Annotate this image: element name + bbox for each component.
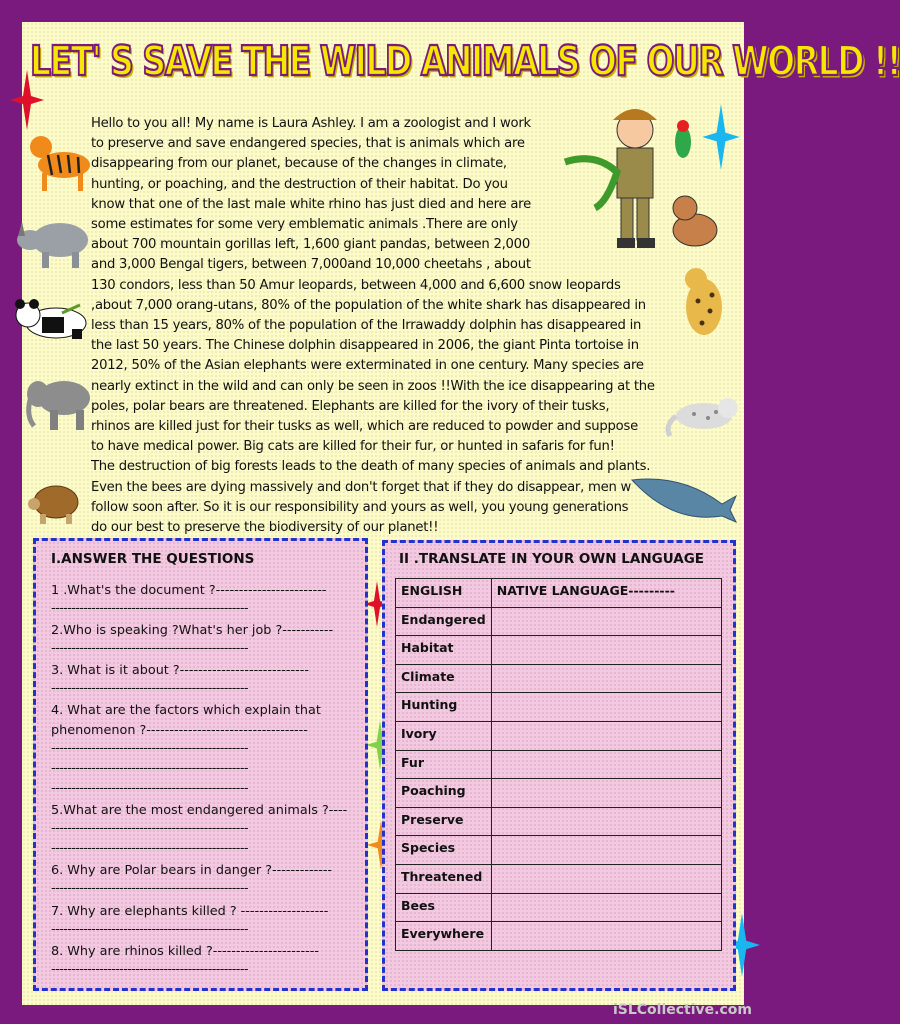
intro-line: to preserve and save endangered species, that is animals which are	[91, 136, 525, 152]
native-translation-cell[interactable]	[491, 664, 721, 693]
page-title: LET' S SAVE THE WILD ANIMALS OF OUR WORLD !!	[30, 36, 900, 85]
native-translation-cell[interactable]	[491, 721, 721, 750]
column-native-header: NATIVE LANGUAGE---------	[491, 579, 721, 608]
table-row	[396, 693, 722, 722]
table-row	[396, 922, 722, 951]
elephant-picture	[24, 372, 94, 434]
answer-line[interactable]: -------------------------------------------------	[51, 641, 248, 656]
red-star-icon	[10, 70, 44, 130]
answer-line[interactable]: -------------------------------------------------	[51, 781, 248, 796]
answer-line[interactable]: -------------------------------------------------	[51, 962, 248, 977]
intro-line: poles, polar bears are threatened. Elephants are killed for the ivory of their tusks,	[91, 398, 610, 414]
intro-line: nearly extinct in the wild and can only be seen in zoos !!With the ice disappearing at the	[91, 378, 655, 394]
question-7: 7. Why are elephants killed ? -------------------	[51, 904, 329, 919]
question-2: 2.Who is speaking ?What's her job ?-----------	[51, 623, 334, 638]
native-translation-cell[interactable]	[491, 607, 721, 636]
native-translation-cell[interactable]	[491, 893, 721, 922]
intro-line: Even the bees are dying massively and don't forget that if they do disappear, men w	[91, 479, 632, 495]
english-word: Species	[396, 836, 492, 865]
english-word: Climate	[396, 664, 492, 693]
question-4: 4. What are the factors which explain that	[51, 703, 321, 718]
intro-line: The destruction of big forests leads to the death of many species of animals and plants.	[91, 459, 651, 475]
table-row	[396, 864, 722, 893]
native-translation-cell[interactable]	[491, 836, 721, 865]
english-word: Endangered	[396, 607, 492, 636]
intro-paragraph	[91, 114, 683, 538]
intro-line: hunting, or poaching, and the destruction of their habitat. Do you	[91, 176, 508, 192]
english-word: Poaching	[396, 779, 492, 808]
answer-line[interactable]: -------------------------------------------------	[51, 761, 248, 776]
english-word: Preserve	[396, 807, 492, 836]
answer-line[interactable]: -------------------------------------------------	[51, 841, 248, 856]
intro-line: the last 50 years. The Chinese dolphin disappeared in 2006, the giant Pinta tortoise in	[91, 338, 639, 354]
translation-table	[395, 578, 722, 951]
native-translation-cell[interactable]	[491, 922, 721, 951]
translation-box	[382, 540, 736, 991]
native-translation-cell[interactable]	[491, 693, 721, 722]
native-translation-cell[interactable]	[491, 636, 721, 665]
rhino-picture	[14, 210, 94, 272]
table-row	[396, 779, 722, 808]
table-row	[396, 721, 722, 750]
intro-line: some estimates for some very emblematic animals .There are only	[91, 217, 518, 233]
answer-line[interactable]: -------------------------------------------------	[51, 821, 248, 836]
native-translation-cell[interactable]	[491, 807, 721, 836]
answer-line[interactable]: -------------------------------------------------	[51, 881, 248, 896]
english-word: Bees	[396, 893, 492, 922]
table-header-row	[396, 579, 722, 608]
intro-line: and 3,000 Bengal tigers, between 7,000and 10,000 cheetahs , about	[91, 257, 531, 273]
intro-line: Hello to you all! My name is Laura Ashley. I am a zoologist and I work	[91, 116, 531, 131]
intro-line: know that one of the last male white rhino has just died and here are	[91, 196, 531, 212]
english-word: Fur	[396, 750, 492, 779]
table-row	[396, 664, 722, 693]
panda-picture	[12, 293, 92, 343]
intro-line: to have medical power. Big cats are killed for their fur, or hunted in safaris for fun!	[91, 439, 615, 455]
intro-line: ,about 7,000 orang-utans, 80% of the population of the white shark has disappeared in	[91, 297, 646, 313]
answer-line[interactable]: -------------------------------------------------	[51, 601, 248, 616]
intro-line: do our best to preserve the biodiversity of our planet!!	[91, 520, 439, 536]
table-row	[396, 893, 722, 922]
table-row	[396, 607, 722, 636]
intro-line: rhinos are killed just for their tusks as well, which are reduced to powder and suppose	[91, 419, 638, 435]
question-8: 8. Why are rhinos killed ?-----------------------	[51, 944, 319, 959]
watermark: iSLCollective.com	[612, 1002, 752, 1018]
table-row	[396, 750, 722, 779]
question-6: 6. Why are Polar bears in danger ?-------------	[51, 863, 333, 878]
english-word: Habitat	[396, 636, 492, 665]
answer-line[interactable]: -------------------------------------------------	[51, 741, 248, 756]
translation-heading: II .TRANSLATE IN YOUR OWN LANGUAGE	[399, 551, 705, 567]
tortoise-picture	[26, 478, 82, 528]
intro-line: less than 15 years, 80% of the population of the Irrawaddy dolphin has disappeared in	[91, 318, 642, 334]
english-word: Threatened	[396, 864, 492, 893]
question-1: 1 .What's the document ?------------------------	[51, 583, 327, 598]
intro-line: 2012, 50% of the Asian elephants were exterminated in one century. Many species are	[91, 358, 644, 374]
intro-line: follow soon after. So it is our responsibility and yours as well, you young generations	[91, 499, 629, 515]
native-translation-cell[interactable]	[491, 750, 721, 779]
table-row	[396, 636, 722, 665]
native-translation-cell[interactable]	[491, 779, 721, 808]
answer-line[interactable]: -------------------------------------------------	[51, 922, 248, 937]
intro-line: disappearing from our planet, because of the changes in climate,	[91, 156, 507, 172]
tiger-picture	[28, 125, 94, 195]
intro-line: about 700 mountain gorillas left, 1,600 giant pandas, between 2,000	[91, 237, 530, 253]
intro-line: 130 condors, less than 50 Amur leopards, between 4,000 and 6,600 snow leopards	[91, 277, 621, 293]
questions-heading: I.ANSWER THE QUESTIONS	[51, 551, 255, 567]
column-english-header: ENGLISH	[396, 579, 492, 608]
english-word: Ivory	[396, 721, 492, 750]
english-word: Everywhere	[396, 922, 492, 951]
english-word: Hunting	[396, 693, 492, 722]
answer-line[interactable]: -------------------------------------------------	[51, 681, 248, 696]
questions-box	[33, 538, 368, 991]
question-3: 3. What is it about ?----------------------------	[51, 663, 309, 678]
table-row	[396, 807, 722, 836]
question-4-continued: phenomenon ?-----------------------------------	[51, 723, 308, 738]
question-5: 5.What are the most endangered animals ?----	[51, 803, 348, 818]
table-row	[396, 836, 722, 865]
native-translation-cell[interactable]	[491, 864, 721, 893]
